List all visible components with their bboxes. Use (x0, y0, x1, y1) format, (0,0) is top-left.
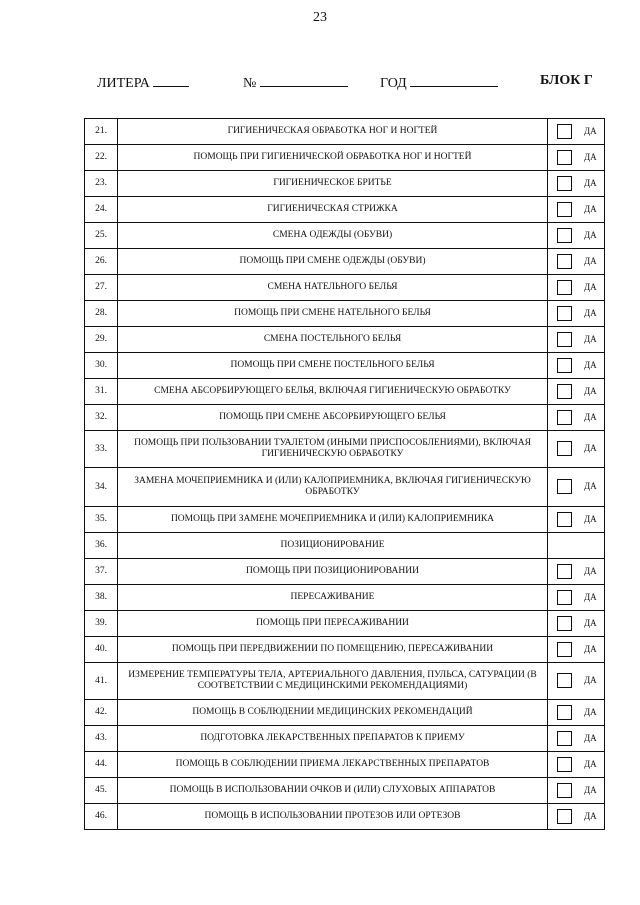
row-number: 41. (85, 663, 118, 700)
answer-cell (548, 726, 605, 752)
answer-checkbox[interactable] (557, 616, 572, 631)
table-row (85, 585, 605, 611)
answer-checkbox[interactable] (557, 757, 572, 772)
table-row (85, 119, 605, 145)
table-row (85, 379, 605, 405)
answer-checkbox[interactable] (557, 280, 572, 295)
answer-yes-label: ДА (584, 177, 597, 188)
answer-cell (548, 778, 605, 804)
row-number: 28. (85, 301, 118, 327)
answer-yes-label: ДА (584, 481, 597, 491)
row-number: 23. (85, 171, 118, 197)
answer-yes-label: ДА (584, 203, 597, 214)
answer-yes-label: ДА (584, 443, 597, 453)
row-label: ПЕРЕСАЖИВАНИЕ (118, 585, 548, 611)
answer-checkbox[interactable] (557, 564, 572, 579)
block-label: БЛОК Г (540, 73, 593, 88)
answer-cell (548, 585, 605, 611)
answer-cell (548, 249, 605, 275)
answer-checkbox[interactable] (557, 479, 572, 494)
answer-cell (548, 119, 605, 145)
row-number: 37. (85, 559, 118, 585)
litera-label: ЛИТЕРА (97, 76, 150, 91)
table-row (85, 752, 605, 778)
row-number: 46. (85, 804, 118, 830)
table-row (85, 804, 605, 830)
answer-checkbox[interactable] (557, 590, 572, 605)
answer-yes-label: ДА (584, 732, 597, 743)
row-number: 44. (85, 752, 118, 778)
answer-yes-label: ДА (584, 513, 597, 524)
row-number: 26. (85, 249, 118, 275)
row-label: ПОМОЩЬ ПРИ СМЕНЕ АБСОРБИРУЮЩЕГО БЕЛЬЯ (118, 405, 548, 431)
answer-cell (548, 379, 605, 405)
answer-checkbox[interactable] (557, 441, 572, 456)
answer-yes-label: ДА (584, 411, 597, 422)
table-row (85, 171, 605, 197)
row-label: ПОМОЩЬ В СОБЛЮДЕНИИ ПРИЕМА ЛЕКАРСТВЕННЫХ ПРЕПАРАТОВ (118, 752, 548, 778)
row-label: ПОМОЩЬ ПРИ ПОЗИЦИОНИРОВАНИИ (118, 559, 548, 585)
row-number: 25. (85, 223, 118, 249)
number-field (243, 73, 348, 92)
answer-cell (548, 223, 605, 249)
answer-checkbox[interactable] (557, 783, 572, 798)
answer-cell (548, 507, 605, 533)
row-label: ПОМОЩЬ В СОБЛЮДЕНИИ МЕДИЦИНСКИХ РЕКОМЕНДАЦИЙ (118, 700, 548, 726)
row-number: 27. (85, 275, 118, 301)
answer-yes-label: ДА (584, 255, 597, 266)
row-label: СМЕНА НАТЕЛЬНОГО БЕЛЬЯ (118, 275, 548, 301)
table-row (85, 507, 605, 533)
row-number: 33. (85, 431, 118, 468)
row-label: ПОМОЩЬ ПРИ ПЕРЕСАЖИВАНИИ (118, 611, 548, 637)
answer-yes-label: ДА (584, 810, 597, 821)
answer-yes-label: ДА (584, 591, 597, 602)
row-label: ПОМОЩЬ ПРИ СМЕНЕ ПОСТЕЛЬНОГО БЕЛЬЯ (118, 353, 548, 379)
answer-yes-label: ДА (584, 675, 597, 685)
answer-checkbox[interactable] (557, 150, 572, 165)
answer-cell (548, 275, 605, 301)
table-row (85, 778, 605, 804)
answer-cell (548, 468, 605, 507)
answer-cell (548, 611, 605, 637)
row-number: 43. (85, 726, 118, 752)
answer-cell (548, 700, 605, 726)
answer-cell (548, 171, 605, 197)
answer-cell (548, 197, 605, 223)
answer-checkbox[interactable] (557, 254, 572, 269)
form-header (97, 73, 602, 95)
form-table-body (85, 119, 605, 830)
row-number: 29. (85, 327, 118, 353)
litera-field (97, 73, 189, 92)
row-number: 40. (85, 637, 118, 663)
answer-yes-label: ДА (584, 151, 597, 162)
table-row (85, 405, 605, 431)
answer-yes-label: ДА (584, 359, 597, 370)
row-label: ИЗМЕРЕНИЕ ТЕМПЕРАТУРЫ ТЕЛА, АРТЕРИАЛЬНОГО ДАВЛЕНИЯ, ПУЛЬСА, САТУРАЦИИ (В СООТВЕТСТВИИ С МЕДИЦИНСКИМИ РЕКОМЕНДАЦИЯМИ) (118, 663, 548, 700)
row-label: ГИГИЕНИЧЕСКАЯ ОБРАБОТКА НОГ И НОГТЕЙ (118, 119, 548, 145)
answer-yes-label: ДА (584, 784, 597, 795)
answer-checkbox[interactable] (557, 124, 572, 139)
answer-yes-label: ДА (584, 229, 597, 240)
year-blank[interactable] (410, 73, 498, 87)
row-number: 21. (85, 119, 118, 145)
answer-yes-label: ДА (584, 565, 597, 576)
table-row (85, 637, 605, 663)
answer-cell (548, 405, 605, 431)
answer-cell (548, 353, 605, 379)
answer-yes-label: ДА (584, 385, 597, 396)
table-row (85, 726, 605, 752)
row-number: 24. (85, 197, 118, 223)
answer-cell (548, 663, 605, 700)
answer-yes-label: ДА (584, 125, 597, 136)
answer-yes-label: ДА (584, 281, 597, 292)
answer-checkbox[interactable] (557, 306, 572, 321)
row-number: 38. (85, 585, 118, 611)
row-label: ПОМОЩЬ ПРИ ГИГИЕНИЧЕСКОЙ ОБРАБОТКА НОГ И НОГТЕЙ (118, 145, 548, 171)
row-label: СМЕНА ОДЕЖДЫ (ОБУВИ) (118, 223, 548, 249)
answer-cell (548, 637, 605, 663)
answer-checkbox[interactable] (557, 809, 572, 824)
answer-checkbox[interactable] (557, 202, 572, 217)
answer-yes-label: ДА (584, 643, 597, 654)
answer-checkbox[interactable] (557, 228, 572, 243)
row-number: 32. (85, 405, 118, 431)
row-number: 42. (85, 700, 118, 726)
answer-cell (548, 752, 605, 778)
table-row (85, 663, 605, 700)
row-number: 30. (85, 353, 118, 379)
answer-checkbox[interactable] (557, 705, 572, 720)
row-label: ПОМОЩЬ В ИСПОЛЬЗОВАНИИ ОЧКОВ И (ИЛИ) СЛУХОВЫХ АППАРАТОВ (118, 778, 548, 804)
table-row (85, 197, 605, 223)
page-number: 23 (313, 10, 327, 25)
row-label: ПОМОЩЬ ПРИ ЗАМЕНЕ МОЧЕПРИЕМНИКА И (ИЛИ) КАЛОПРИЕМНИКА (118, 507, 548, 533)
row-number: 31. (85, 379, 118, 405)
answer-checkbox[interactable] (557, 642, 572, 657)
answer-cell (548, 327, 605, 353)
answer-cell (548, 533, 605, 559)
answer-cell (548, 804, 605, 830)
number-label: № (243, 76, 257, 91)
table-row (85, 468, 605, 507)
table-row (85, 301, 605, 327)
answer-cell (548, 431, 605, 468)
row-label: ПОДГОТОВКА ЛЕКАРСТВЕННЫХ ПРЕПАРАТОВ К ПРИЕМУ (118, 726, 548, 752)
table-row (85, 145, 605, 171)
row-label: ПОМОЩЬ ПРИ СМЕНЕ НАТЕЛЬНОГО БЕЛЬЯ (118, 301, 548, 327)
table-row (85, 249, 605, 275)
answer-checkbox[interactable] (557, 332, 572, 347)
answer-checkbox[interactable] (557, 358, 572, 373)
row-label: ЗАМЕНА МОЧЕПРИЕМНИКА И (ИЛИ) КАЛОПРИЕМНИКА, ВКЛЮЧАЯ ГИГИЕНИЧЕСКУЮ ОБРАБОТКУ (118, 468, 548, 507)
year-field (380, 73, 498, 92)
answer-yes-label: ДА (584, 758, 597, 769)
row-number: 22. (85, 145, 118, 171)
table-row (85, 353, 605, 379)
table-row (85, 275, 605, 301)
row-label: ПОЗИЦИОНИРОВАНИЕ (118, 533, 548, 559)
answer-checkbox[interactable] (557, 673, 572, 688)
row-number: 36. (85, 533, 118, 559)
row-label: ПОМОЩЬ В ИСПОЛЬЗОВАНИИ ПРОТЕЗОВ ИЛИ ОРТЕЗОВ (118, 804, 548, 830)
table-row (85, 223, 605, 249)
litera-blank[interactable] (153, 73, 189, 87)
table-row (85, 431, 605, 468)
table-row (85, 327, 605, 353)
answer-cell (548, 559, 605, 585)
answer-yes-label: ДА (584, 617, 597, 628)
row-label: ПОМОЩЬ ПРИ ПЕРЕДВИЖЕНИИ ПО ПОМЕЩЕНИЮ, ПЕРЕСАЖИВАНИИ (118, 637, 548, 663)
answer-checkbox[interactable] (557, 731, 572, 746)
answer-yes-label: ДА (584, 706, 597, 717)
row-label: ПОМОЩЬ ПРИ ПОЛЬЗОВАНИИ ТУАЛЕТОМ (ИНЫМИ ПРИСПОСОБЛЕНИЯМИ), ВКЛЮЧАЯ ГИГИЕНИЧЕСКУЮ ОБРАБОТКУ (118, 431, 548, 468)
table-row (85, 700, 605, 726)
row-number: 45. (85, 778, 118, 804)
form-table (84, 118, 605, 830)
answer-yes-label: ДА (584, 307, 597, 318)
number-blank[interactable] (260, 73, 348, 87)
row-label: ГИГИЕНИЧЕСКОЕ БРИТЬЕ (118, 171, 548, 197)
row-label: ПОМОЩЬ ПРИ СМЕНЕ ОДЕЖДЫ (ОБУВИ) (118, 249, 548, 275)
row-number: 39. (85, 611, 118, 637)
row-label: ГИГИЕНИЧЕСКАЯ СТРИЖКА (118, 197, 548, 223)
table-row (85, 533, 605, 559)
answer-checkbox[interactable] (557, 410, 572, 425)
table-row (85, 559, 605, 585)
year-label: ГОД (380, 76, 407, 91)
answer-checkbox[interactable] (557, 512, 572, 527)
answer-cell (548, 145, 605, 171)
row-number: 34. (85, 468, 118, 507)
row-label: СМЕНА ПОСТЕЛЬНОГО БЕЛЬЯ (118, 327, 548, 353)
row-number: 35. (85, 507, 118, 533)
row-label: СМЕНА АБСОРБИРУЮЩЕГО БЕЛЬЯ, ВКЛЮЧАЯ ГИГИЕНИЧЕСКУЮ ОБРАБОТКУ (118, 379, 548, 405)
answer-checkbox[interactable] (557, 384, 572, 399)
answer-checkbox[interactable] (557, 176, 572, 191)
answer-yes-label: ДА (584, 333, 597, 344)
answer-cell (548, 301, 605, 327)
table-row (85, 611, 605, 637)
